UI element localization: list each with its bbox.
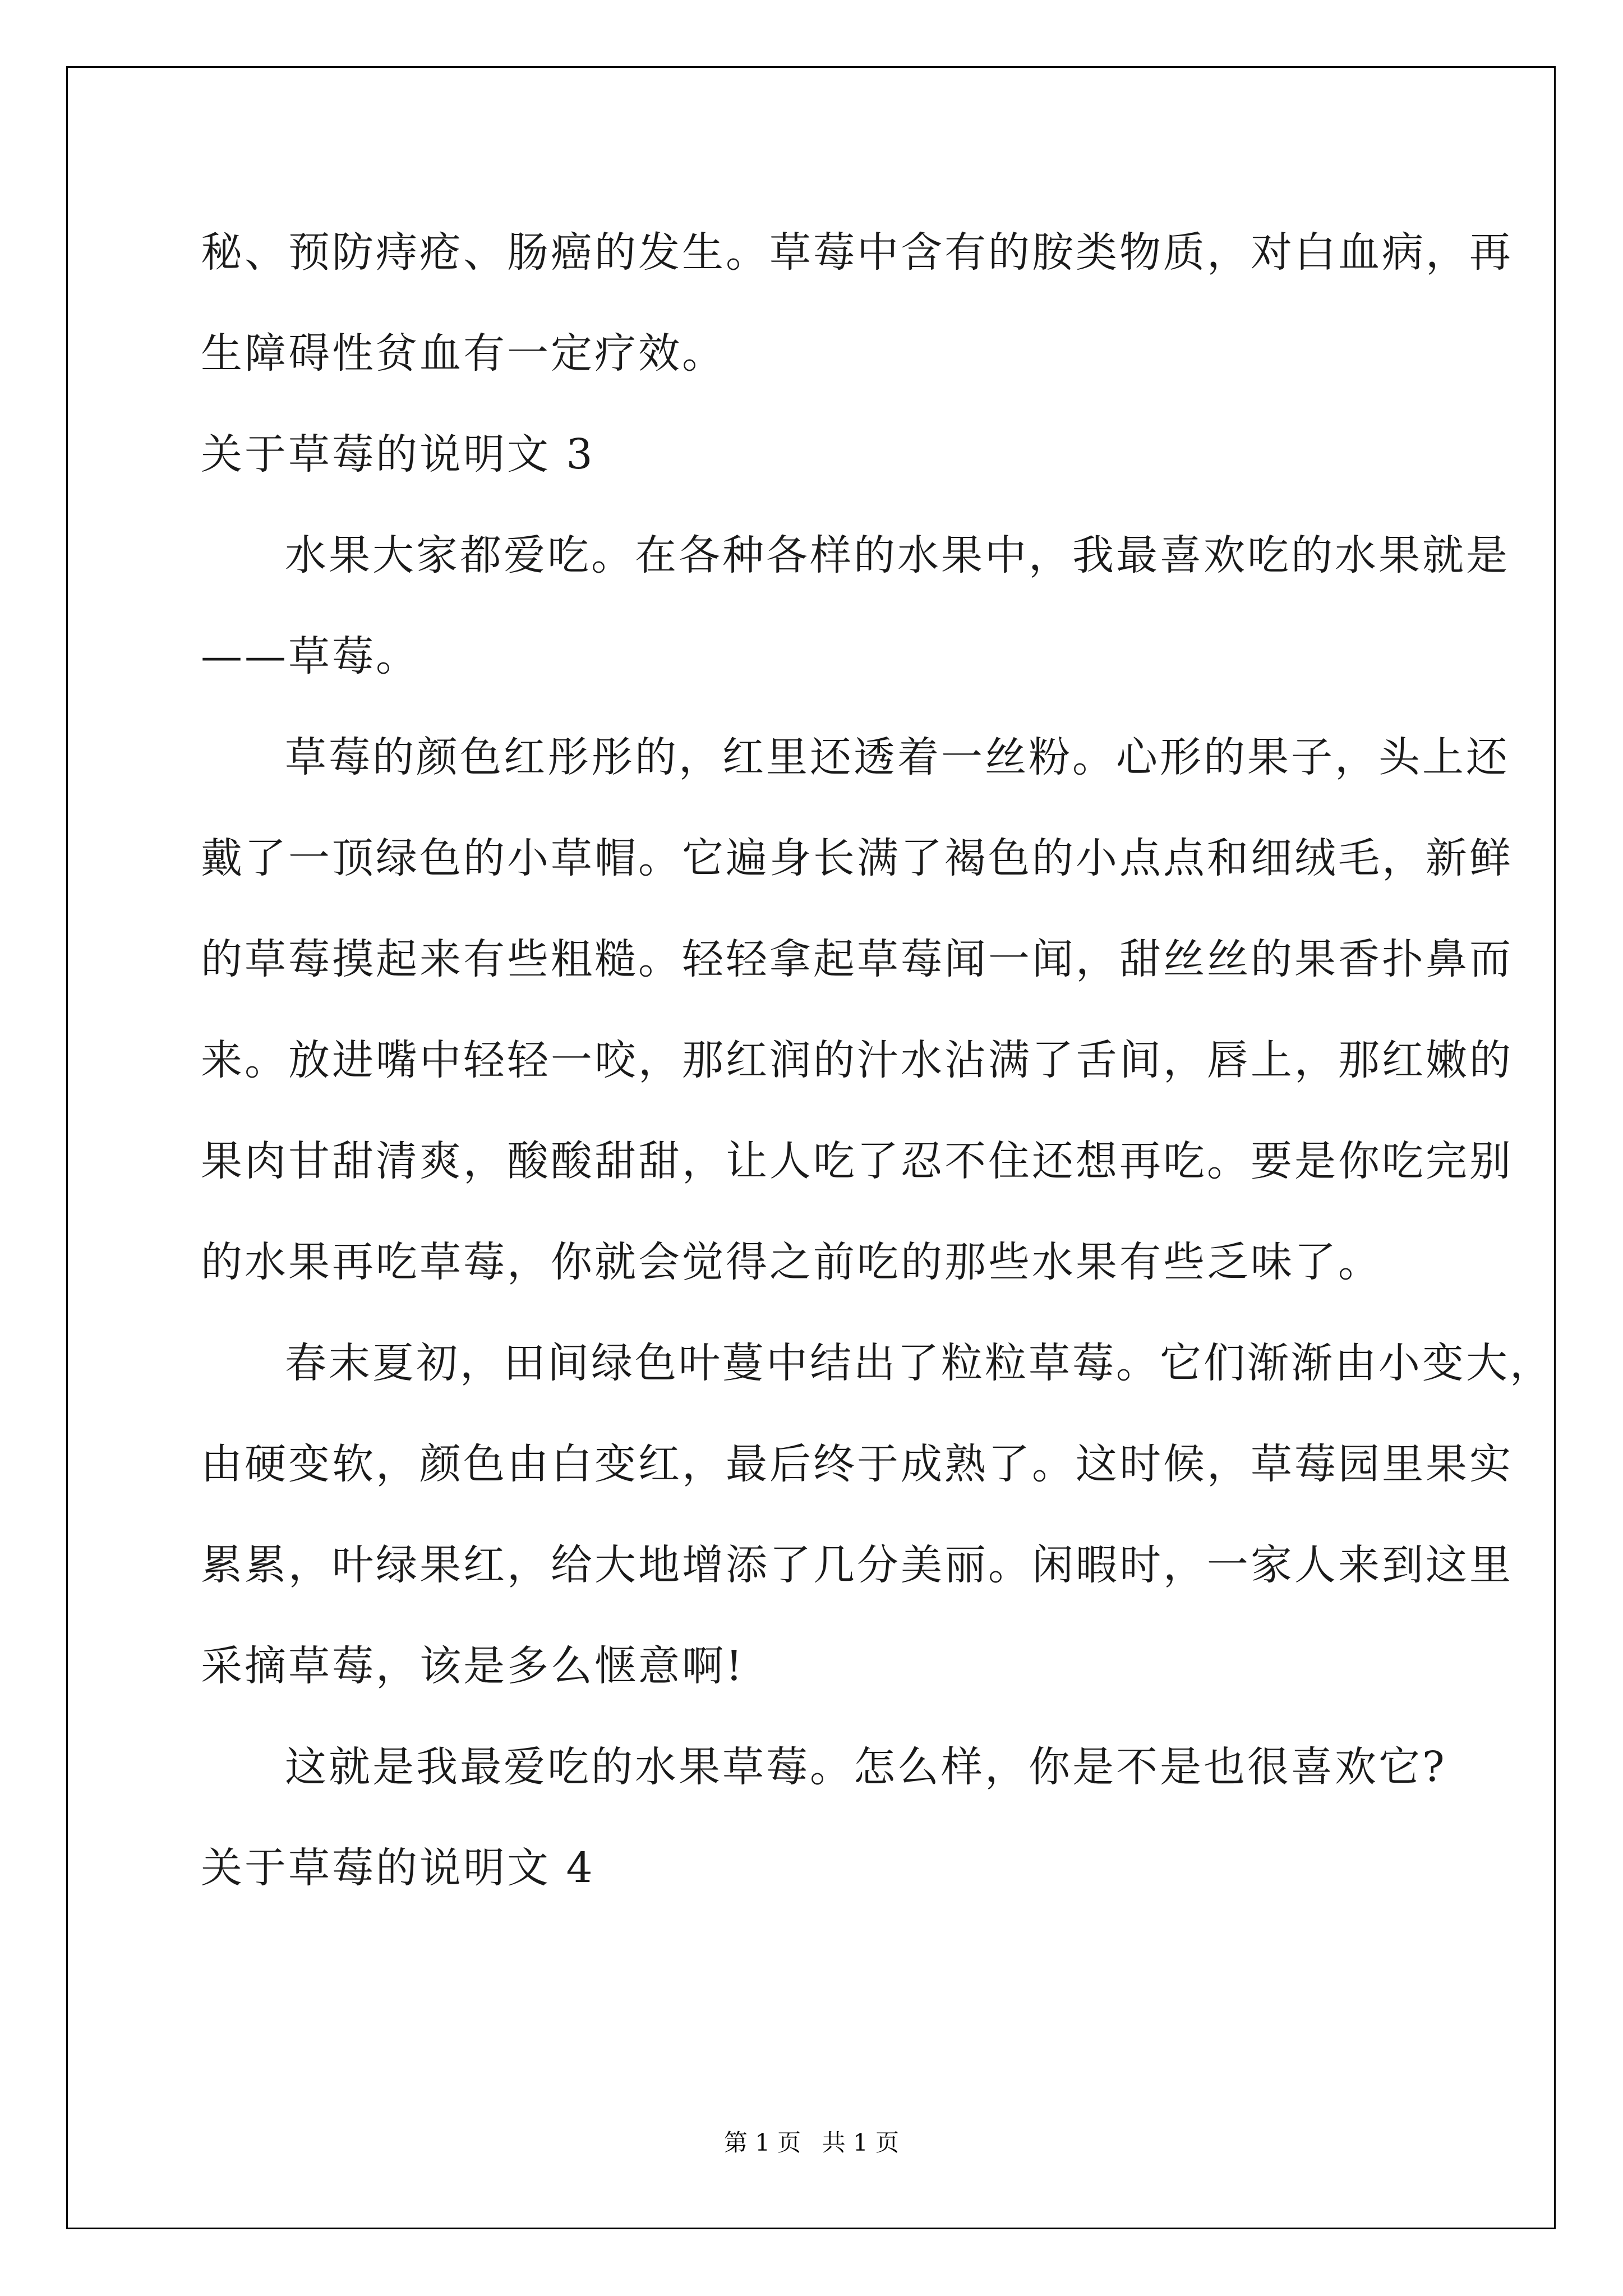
page-footer bbox=[0, 2126, 1623, 2160]
text-line: 累累，叶绿果红，给大地增添了几分美丽。闲暇时，一家人来到这里 bbox=[201, 1541, 1513, 1589]
text-line: 采摘草莓，该是多么惬意啊! bbox=[201, 1642, 745, 1690]
text-line: 戴了一顶绿色的小草帽。它遍身长满了褐色的小点点和细绒毛，新鲜 bbox=[201, 834, 1513, 882]
text-line: 由硬变软，颜色由白变红，最后终于成熟了。这时候，草莓园里果实 bbox=[201, 1440, 1513, 1488]
page-number: 第 1 页 bbox=[723, 2129, 801, 2156]
section-heading: 关于草莓的说明文 3 bbox=[201, 430, 595, 478]
paragraph-start: 水果大家都爱吃。在各种各样的水果中，我最喜欢吃的水果就是 bbox=[285, 531, 1510, 579]
paragraph-start: 草莓的颜色红彤彤的，红里还透着一丝粉。心形的果子，头上还 bbox=[285, 733, 1510, 781]
page-total: 共 1 页 bbox=[822, 2129, 900, 2156]
paragraph-start: 这就是我最爱吃的水果草莓。怎么样，你是不是也很喜欢它? bbox=[285, 1743, 1447, 1791]
text-line: 生障碍性贫血有一定疗效。 bbox=[201, 329, 726, 378]
text-line: 秘、预防痔疮、肠癌的发生。草莓中含有的胺类物质，对白血病，再 bbox=[201, 228, 1513, 277]
text-line: 来。放进嘴中轻轻一咬，那红润的汁水沾满了舌间，唇上，那红嫩的 bbox=[201, 1036, 1513, 1084]
paragraph-start: 春末夏初，田间绿色叶蔓中结出了粒粒草莓。它们渐渐由小变大， bbox=[285, 1339, 1553, 1387]
text-line: 的水果再吃草莓，你就会觉得之前吃的那些水果有些乏味了。 bbox=[201, 1238, 1382, 1286]
text-line: 的草莓摸起来有些粗糙。轻轻拿起草莓闻一闻，甜丝丝的果香扑鼻而 bbox=[201, 935, 1513, 983]
text-line: ——草莓。 bbox=[201, 632, 419, 680]
section-heading: 关于草莓的说明文 4 bbox=[201, 1844, 595, 1892]
text-line: 果肉甘甜清爽，酸酸甜甜，让人吃了忍不住还想再吃。要是你吃完别 bbox=[201, 1137, 1513, 1185]
